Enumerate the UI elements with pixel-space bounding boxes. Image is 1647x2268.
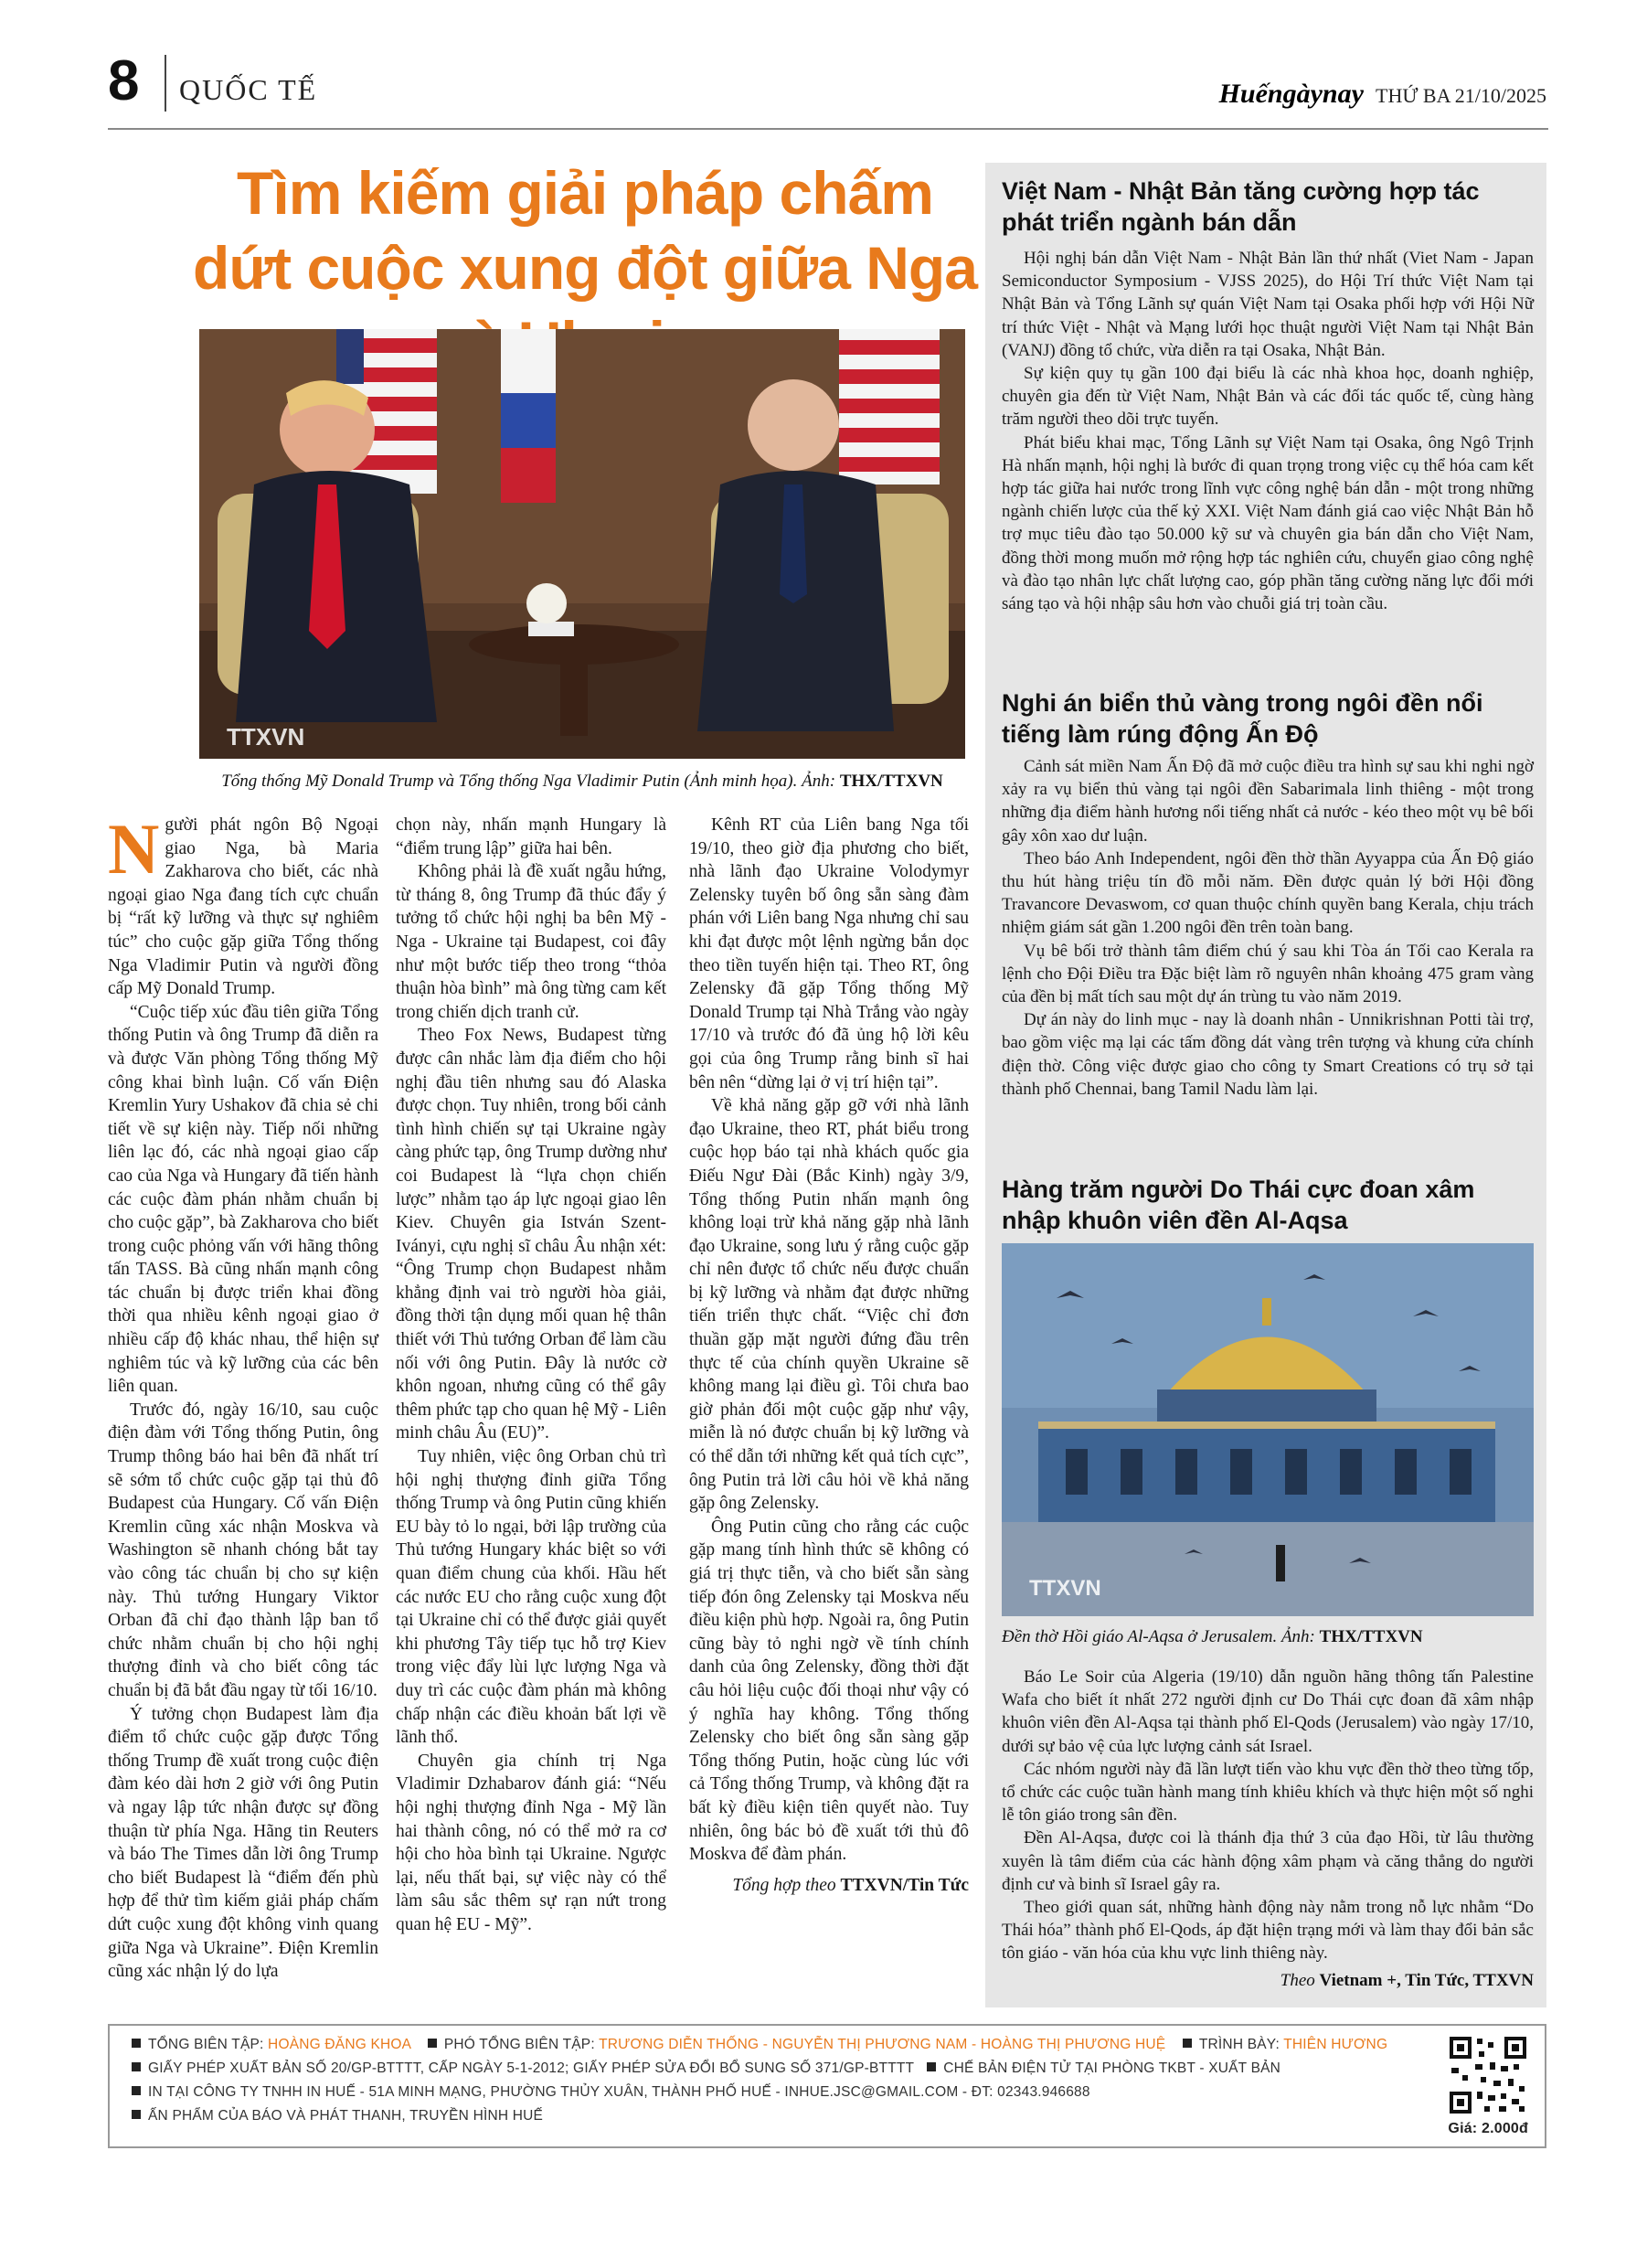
sidebar-story-2-body (1002, 755, 1534, 1101)
brand-logo: Huếngàynay (1218, 79, 1364, 109)
sidebar-paragraph: Cảnh sát miền Nam Ấn Độ đã mở cuộc điều tra hình sự sau khi nghi ngờ xảy ra vụ biển thủ vàng tại ngôi đền Sabarimala linh thiêng - một trong những địa điểm hành hương nổi tiếng nhất cả nước - kéo theo một vụ bê bối gây xôn xao dư luận. (1002, 757, 1534, 846)
photo-watermark: TTXVN (227, 723, 305, 751)
imprint-footer (108, 2024, 1546, 2148)
price-label: Giá: 2.000đ (1448, 2121, 1528, 2136)
main-headline: Tìm kiếm giải pháp chấm dứt cuộc xung đột giữa Nga (193, 159, 977, 302)
main-photo-caption: Tổng thống Mỹ Donald Trump và Tổng thống Nga Vladimir Putin (Ảnh minh họa). Ảnh: THX/TTXVN (221, 772, 943, 791)
article-paragraph: Kênh RT của Liên bang Nga tối 19/10, theo giờ địa phương cho biết, nhà lãnh đạo Ukraine Volodymyr Zelensky tuyên bố ông sẵn sàng đàm phán với Liên bang Nga nhưng chỉ sau khi đạt được một lệnh ngừng bắn dọc theo tiền tuyến hiện tại. Theo RT, ông Zelensky đã gặp Tổng thống Mỹ Donald Trump tại Nhà Trắng vào ngày 17/10 và trước đó đã ủng hộ lời kêu gọi của ông Trump rằng binh sĩ hai bên nên “dừng lại ở vị trí hiện tại”. (689, 815, 969, 1092)
article-column-3 (689, 814, 969, 1897)
main-photo (199, 329, 965, 759)
sidebar-paragraph: Sự kiện quy tụ gần 100 đại biểu là các nhà khoa học, doanh nghiệp, chuyên gia đến từ Việt Nam, Nhật Bản và các đối tác quốc tế, cùng hàng trăm người theo dõi trực tuyến. (1002, 364, 1534, 430)
issue-date: THỨ BA 21/10/2025 (1376, 84, 1546, 107)
qr-code[interactable] (1448, 2035, 1528, 2115)
article-paragraph: Ông Putin cũng cho rằng các cuộc gặp mang tính hình thức sẽ không có giá trị thực tiễn, và cho biết sẵn sàng tiếp đón ông Zelensky tại Moskva nếu điều kiện phù hợp. Ngoài ra, ông Putin cũng bày tỏ nghi ngờ về tính chính danh của ông Zelensky, đồng thời đặt câu hỏi liệu cuộc đối thoại như vậy có ý nghĩa hay không. Tổng thống Zelensky cho biết ông sẵn sàng gặp Tổng thống Putin, hoặc cùng lúc với cả Tổng thống Trump, và không đặt ra bất kỳ điều kiện tiên quyết nào. Tuy nhiên, ông bác bỏ đề xuất tới thủ đô Moskva để đàm phán. (689, 1517, 969, 1865)
article-paragraph: Chuyên gia chính trị Nga Vladimir Dzhabarov đánh giá: “Nếu hội nghị thượng đỉnh Nga - Mỹ lần hai thành công, nó có thể mở ra cơ hội cho hòa bình tại Ukraine. Ngược lại, nếu thất bại, sự việc này có thể làm sâu sắc thêm sự rạn nứt trong quan hệ EU - Mỹ”. (396, 1751, 666, 1934)
sidebar-paragraph: Báo Le Soir của Algeria (19/10) dẫn nguồn hãng thông tấn Palestine Wafa cho biết ít nhất 272 người định cư Do Thái cực đoan đã xâm nhập khuôn viên đền Al-Aqsa tại thành phố El-Qods (Jerusalem) vào ngày 17/10, dưới sự bảo vệ của lực lượng cảnh sát Israel. (1002, 1667, 1534, 1756)
article-paragraph: “Cuộc tiếp xúc đầu tiên giữa Tổng thống Putin và ông Trump đã diễn ra và được Văn phòng Tổng thống Mỹ công khai bình luận. Cố vấn Điện Kremlin Yury Ushakov đã chia sẻ chi tiết về sự kiện này. Tiếp nối những liên lạc đó, các nhà ngoại giao cấp cao của Nga và Hungary đã tiến hành các cuộc đàm phán nhằm chuẩn bị cho cuộc gặp”, bà Zakharova cho biết trong cuộc phỏng vấn với hãng thông tấn TASS. Bà cũng nhấn mạnh công tác chuẩn bị được triển khai đồng thời qua nhiều kênh ngoại giao ở nhiều cấp độ khác nhau, thể hiện sự nghiêm túc và kỹ lưỡng của các bên liên quan. (108, 1002, 378, 1397)
sidebar-paragraph: Theo giới quan sát, những hành động này nằm trong nỗ lực nhằm “Do Thái hóa” thành phố El-Qods, áp đặt hiện trạng mới và làm thay đổi bản sắc tôn giáo - văn hóa của khu vực linh thiêng này. (1002, 1898, 1534, 1964)
sidebar-story-2-title: Nghi án biển thủ vàng trong ngôi đền nổi tiếng làm rúng động Ấn Độ (1002, 689, 1483, 748)
photo-watermark: TTXVN (1029, 1576, 1101, 1601)
al-aqsa-caption: Đền thờ Hồi giáo Al-Aqsa ở Jerusalem. Ảnh: THX/TTXVN (1002, 1627, 1423, 1646)
article-paragraph: Theo Fox News, Budapest từng được cân nhắc làm địa điểm cho hội nghị đầu tiên nhưng sau đó Alaska được chọn. Tuy nhiên, trong bối cảnh tình hình chiến sự tại Ukraine ngày càng phức tạp, ông Trump dường như coi Budapest là “lựa chọn chiến lược” nhằm tạo áp lực ngoại giao lên Kiev. Chuyên gia István Szent-Iványi, cựu nghị sĩ châu Âu nhận xét: “Ông Trump chọn Budapest nhằm khẳng định vai trò người hòa giải, đồng thời tận dụng mối quan hệ thân thiết với Thủ tướng Orban để làm cầu nối với ông Putin. Đây là nước cờ khôn ngoan, nhưng cũng có thể gây thêm phức tạp cho quan hệ Mỹ - Liên minh châu Âu (EU)”. (396, 1026, 666, 1443)
sidebar-signature: Theo Vietnam +, Tin Tức, TTXVN (1280, 1971, 1534, 1990)
article-paragraph: chọn này, nhấn mạnh Hungary là “điểm trung lập” giữa hai bên. (396, 815, 666, 858)
article-paragraph: Không phải là đề xuất ngẫu hứng, từ tháng 8, ông Trump đã thúc đẩy ý tưởng tổ chức hội nghị ba bên Mỹ - Nga - Ukraine tại Budapest, coi đây như một bước tiếp theo trong “thỏa thuận hòa bình” mà ông từng cam kết trong chiến dịch tranh cử. (396, 862, 666, 1022)
article-paragraph: Về khả năng gặp gỡ với nhà lãnh đạo Ukraine, theo RT, phát biểu trong cuộc họp báo tại nhà khách quốc gia Điếu Ngư Đài (Bắc Kinh) ngày 3/9, Tổng thống Putin nhấn mạnh ông không loại trừ khả năng gặp nhà lãnh đạo Ukraine, song lưu ý rằng cuộc gặp chỉ nên được tổ chức nếu được chuẩn bị kỹ lưỡng và nhằm đạt được những tiến triển thực chất. “Việc chỉ đơn thuần gặp mặt người đứng đầu trên thực tế của chính quyền Ukraine sẽ không mang lại điều gì. Tôi chưa bao giờ phản đối một cuộc gặp như vậy, miễn là nó được chuẩn bị kỹ lưỡng và có thể dẫn tới những kết quả tích cực”, ông Putin trả lời câu hỏi về khả năng gặp ông Zelensky. (689, 1096, 969, 1514)
drop-cap: N (108, 809, 160, 889)
section-name: QUỐC TẾ (179, 73, 318, 106)
sidebar-story-3-body (1002, 1666, 1534, 1965)
sidebar-paragraph: Phát biểu khai mạc, Tổng Lãnh sự Việt Nam tại Osaka, ông Ngô Trịnh Hà nhấn mạnh, hội nghị là bước đi quan trọng trong việc cụ thể hóa cam kết hợp tác giữa hai nước trong lĩnh vực công nghệ bán dẫn - một trong những ngành chiến lược của thế kỷ XXI. Việt Nam đánh giá cao việc Nhật Bản hỗ trợ mục tiêu đào tạo 50.000 kỹ sư và chuyên gia bán dẫn cho Việt Nam, đồng thời mong muốn mở rộng hợp tác nghiên cứu, chuyển giao công nghệ và đào tạo nhân lực chất lượng cao, góp phần tăng cường năng lực đổi mới sáng tạo và hội nhập sâu hơn vào chuỗi giá trị toàn cầu. (1002, 432, 1534, 614)
sidebar-paragraph: Dự án này do linh mục - nay là doanh nhân - Unnikrishnan Potti tài trợ, bao gồm việc mạ lại các tấm đồng dát vàng trên tượng và khung cửa chính điện thờ. Công việc được giao cho công ty Smart Creations có trụ sở tại thành phố Chennai, bang Tamil Nadu làm lại. (1002, 1010, 1534, 1099)
footer-line-printer: IN TẠI CÔNG TY TNHH IN HUẾ - 51A MINH MẠNG, PHƯỜNG THỦY XUÂN, THÀNH PHỐ HUẾ - INHUE.JSC@GMAIL.COM - ĐT: 02343.946688 (132, 2082, 1090, 2103)
sidebar-paragraph: Theo báo Anh Independent, ngôi đền thờ thần Ayyappa của Ấn Độ giáo thu hút hàng triệu tín đồ mỗi năm. Đền được quản lý bởi Hội đồng Travancore Devaswom, cơ quan thuộc chính quyền bang Kerala, chịu trách nhiệm giám sát gần 1.200 ngôi đền trên toàn bang. (1002, 848, 1534, 938)
article-paragraph: Tuy nhiên, việc ông Orban chủ trì hội nghị thượng đỉnh giữa Tổng thống Trump và ông Putin cũng khiến EU bày tỏ lo ngại, bởi lập trường của Thủ tướng Hungary khác biệt so với quan điểm chung của khối. Hầu hết các nước EU cho rằng cuộc xung đột tại Ukraine chỉ có thể được giải quyết khi phương Tây tiếp tục hỗ trợ Kiev trong việc đẩy lùi lực lượng Nga và duy trì các cuộc đàm phán mà không chấp nhận các điều khoản bất lợi về lãnh thổ. (396, 1447, 666, 1748)
article-paragraph: Ý tưởng chọn Budapest làm địa điểm tổ chức cuộc gặp được Tổng thống Trump đề xuất trong cuộc điện đàm kéo dài hơn 2 giờ với ông Putin và ngay lập tức nhận được sự đồng thuận từ phía Nga. Hãng tin Reuters và báo The Times dẫn lời ông Trump cho biết Budapest là “điểm đến phù hợp để thử tìm kiếm giải pháp chấm dứt cuộc xung đột không vinh quang giữa Nga và Ukraine”. Điện Kremlin cũng xác nhận lý do lựa (108, 1704, 378, 1982)
page-number: 8 (108, 49, 140, 112)
sidebar-story-1-body (1002, 247, 1534, 615)
header-rule (108, 128, 1548, 130)
sidebar-paragraph: Các nhóm người này đã lần lượt tiến vào khu vực đền thờ theo từng tốp, tổ chức các cuộc tuần hành mang tính khiêu khích và thực hiện một số nghi lễ tôn giáo trong sân đền. (1002, 1759, 1534, 1826)
article-paragraph: Trước đó, ngày 16/10, sau cuộc điện đàm với Tổng thống Putin, ông Trump thông báo hai bên đã nhất trí sẽ sớm tổ chức cuộc gặp tại thủ đô Budapest của Hungary. Cố vấn Điện Kremlin cũng xác nhận Moskva và Washington sẽ nhanh chóng bắt tay vào công tác chuẩn bị cho sự kiện này. Thủ tướng Hungary Viktor Orban đã chỉ đạo thành lập ban tổ chức nhằm chuẩn bị cho hội nghị thượng đỉnh và cho biết công tác chuẩn bị đã bắt đầu ngay từ tối 16/10. (108, 1400, 378, 1700)
sidebar-story-3-title: Hàng trăm người Do Thái cực đoan xâm nhập khuôn viên đền Al-Aqsa (1002, 1176, 1475, 1234)
article-signature: Tổng hợp theo TTXVN/Tin Tức (732, 1875, 969, 1895)
article-column-1 (108, 809, 378, 1984)
article-paragraph: Người phát ngôn Bộ Ngoại giao Nga, bà Maria Zakharova cho biết, các nhà ngoại giao Nga đang tích cực chuẩn bị “rất kỹ lưỡng và thực sự nghiêm túc” cho cuộc gặp giữa Tổng thống Nga Vladimir Putin và người đồng cấp Mỹ Donald Trump. (108, 809, 378, 999)
footer-line-license: GIẤY PHÉP XUẤT BẢN SỐ 20/GP-BTTTT, CẤP NGÀY 5-1-2012; GIẤY PHÉP SỬA ĐỔI BỔ SUNG SỐ 371/GP-BTTTT CHẾ BẢN ĐIỆN TỬ TẠI PHÒNG TKBT - XUẤT BẢN (132, 2059, 1280, 2079)
footer-line-publisher: ẤN PHẨM CỦA BÁO VÀ PHÁT THANH, TRUYỀN HÌNH HUẾ (132, 2106, 543, 2126)
header-divider (165, 55, 166, 112)
article-column-2 (396, 814, 666, 1937)
al-aqsa-photo (1002, 1243, 1534, 1616)
sidebar-story-1-title: Việt Nam - Nhật Bản tăng cường hợp tác phát triển ngành bán dẫn (1002, 177, 1480, 236)
sidebar-paragraph: Đền Al-Aqsa, được coi là thánh địa thứ 3 của đạo Hồi, từ lâu thường xuyên là tâm điểm của các hành động xâm phạm và căng thẳng do người định cư và binh sĩ Israel gây ra. (1002, 1828, 1534, 1894)
masthead (1219, 79, 1546, 110)
sidebar-paragraph: Hội nghị bán dẫn Việt Nam - Nhật Bản lần thứ nhất (Viet Nam - Japan Semiconductor Symposium - VJSS 2025), do Hội Trí thức Việt Nam tại Nhật Bản và Tổng Lãnh sự quán Việt Nam tại Osaka phối hợp với Hội Nữ trí thức Việt - Nhật và Mạng lưới học thuật người Việt Nam tại Nhật Bản (VANJ) đồng tổ chức, vừa diễn ra tại Osaka, Nhật Bản. (1002, 249, 1534, 360)
footer-line-editors: TỔNG BIÊN TẬP: HOÀNG ĐĂNG KHOA PHÓ TỔNG BIÊN TẬP: TRƯƠNG DIỄN THỐNG - NGUYỄN THỊ PHƯƠNG NAM - HOÀNG THỊ PHƯƠNG HUỆ TRÌNH BÀY: THIÊN HƯƠNG (132, 2035, 1387, 2055)
sidebar-paragraph: Vụ bê bối trở thành tâm điểm chú ý sau khi Tòa án Tối cao Kerala ra lệnh cho Đội Điều tra Đặc biệt làm rõ nguyên nhân khoảng 475 gram vàng của đền bị mất tích sau một dự án trùng tu vào năm 2019. (1002, 941, 1534, 1007)
